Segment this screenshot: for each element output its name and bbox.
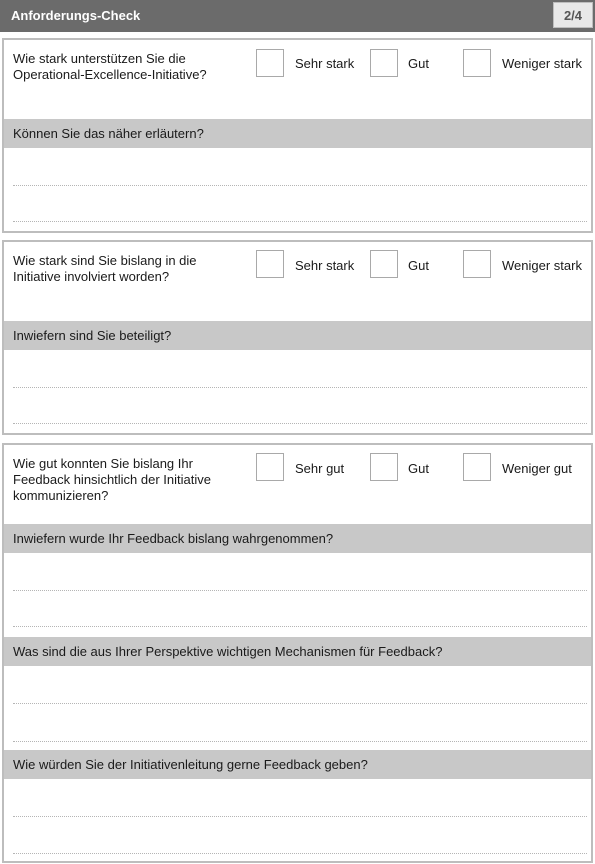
checkbox-weniger-stark[interactable] [463, 49, 491, 77]
followup-question: Können Sie das näher erläutern? [13, 126, 204, 141]
answer-line[interactable] [13, 221, 587, 222]
option-label: Weniger gut [502, 461, 572, 476]
option-label: Sehr stark [295, 258, 355, 273]
checkbox-gut[interactable] [370, 49, 398, 77]
followup-question: Wie würden Sie der Initiativenleitung gerne Feedback geben? [13, 757, 368, 772]
checkbox-weniger-stark[interactable] [463, 250, 491, 278]
question-card-1 [2, 38, 593, 233]
question-text: Wie stark sind Sie bislang in die Initiative involviert worden? [13, 253, 197, 284]
option-label: Gut [408, 258, 429, 273]
option-label: Sehr gut [295, 461, 345, 476]
answer-line[interactable] [13, 185, 587, 186]
answer-line[interactable] [13, 816, 587, 817]
option-label: Sehr stark [295, 56, 355, 71]
followup-header [4, 119, 591, 148]
followup-header [4, 524, 591, 553]
page-title: Anforderungs-Check [11, 8, 141, 23]
page-header [0, 0, 595, 32]
checkbox-weniger-gut[interactable] [463, 453, 491, 481]
answer-line[interactable] [13, 703, 587, 704]
answer-line[interactable] [13, 853, 587, 854]
checkbox-sehr-stark[interactable] [256, 250, 284, 278]
option-label: Gut [408, 56, 429, 71]
page-number-badge: 2/4 [553, 2, 593, 28]
option-label: Weniger stark [502, 258, 582, 273]
question-text: Wie gut konnten Sie bislang Ihr Feedback hinsichtlich der Initiative kommunizieren? [13, 456, 211, 503]
answer-line[interactable] [13, 423, 587, 424]
followup-question: Inwiefern wurde Ihr Feedback bislang wahrgenommen? [13, 531, 334, 546]
option-label: Gut [408, 461, 429, 476]
followup-header [4, 750, 591, 779]
followup-question: Was sind die aus Ihrer Perspektive wichtigen Mechanismen für Feedback? [13, 644, 443, 659]
followup-header [4, 321, 591, 350]
answer-line[interactable] [13, 590, 587, 591]
followup-header [4, 637, 591, 666]
answer-line[interactable] [13, 626, 587, 627]
option-label: Weniger stark [502, 56, 582, 71]
question-card-2 [2, 240, 593, 435]
answer-line[interactable] [13, 741, 587, 742]
checkbox-gut[interactable] [370, 453, 398, 481]
checkbox-gut[interactable] [370, 250, 398, 278]
followup-question: Inwiefern sind Sie beteiligt? [13, 328, 172, 343]
question-text: Wie stark unterstützen Sie die Operational-Excellence-Initiative? [13, 51, 207, 82]
answer-line[interactable] [13, 387, 587, 388]
checkbox-sehr-gut[interactable] [256, 453, 284, 481]
question-card-3 [2, 443, 593, 863]
checkbox-sehr-stark[interactable] [256, 49, 284, 77]
